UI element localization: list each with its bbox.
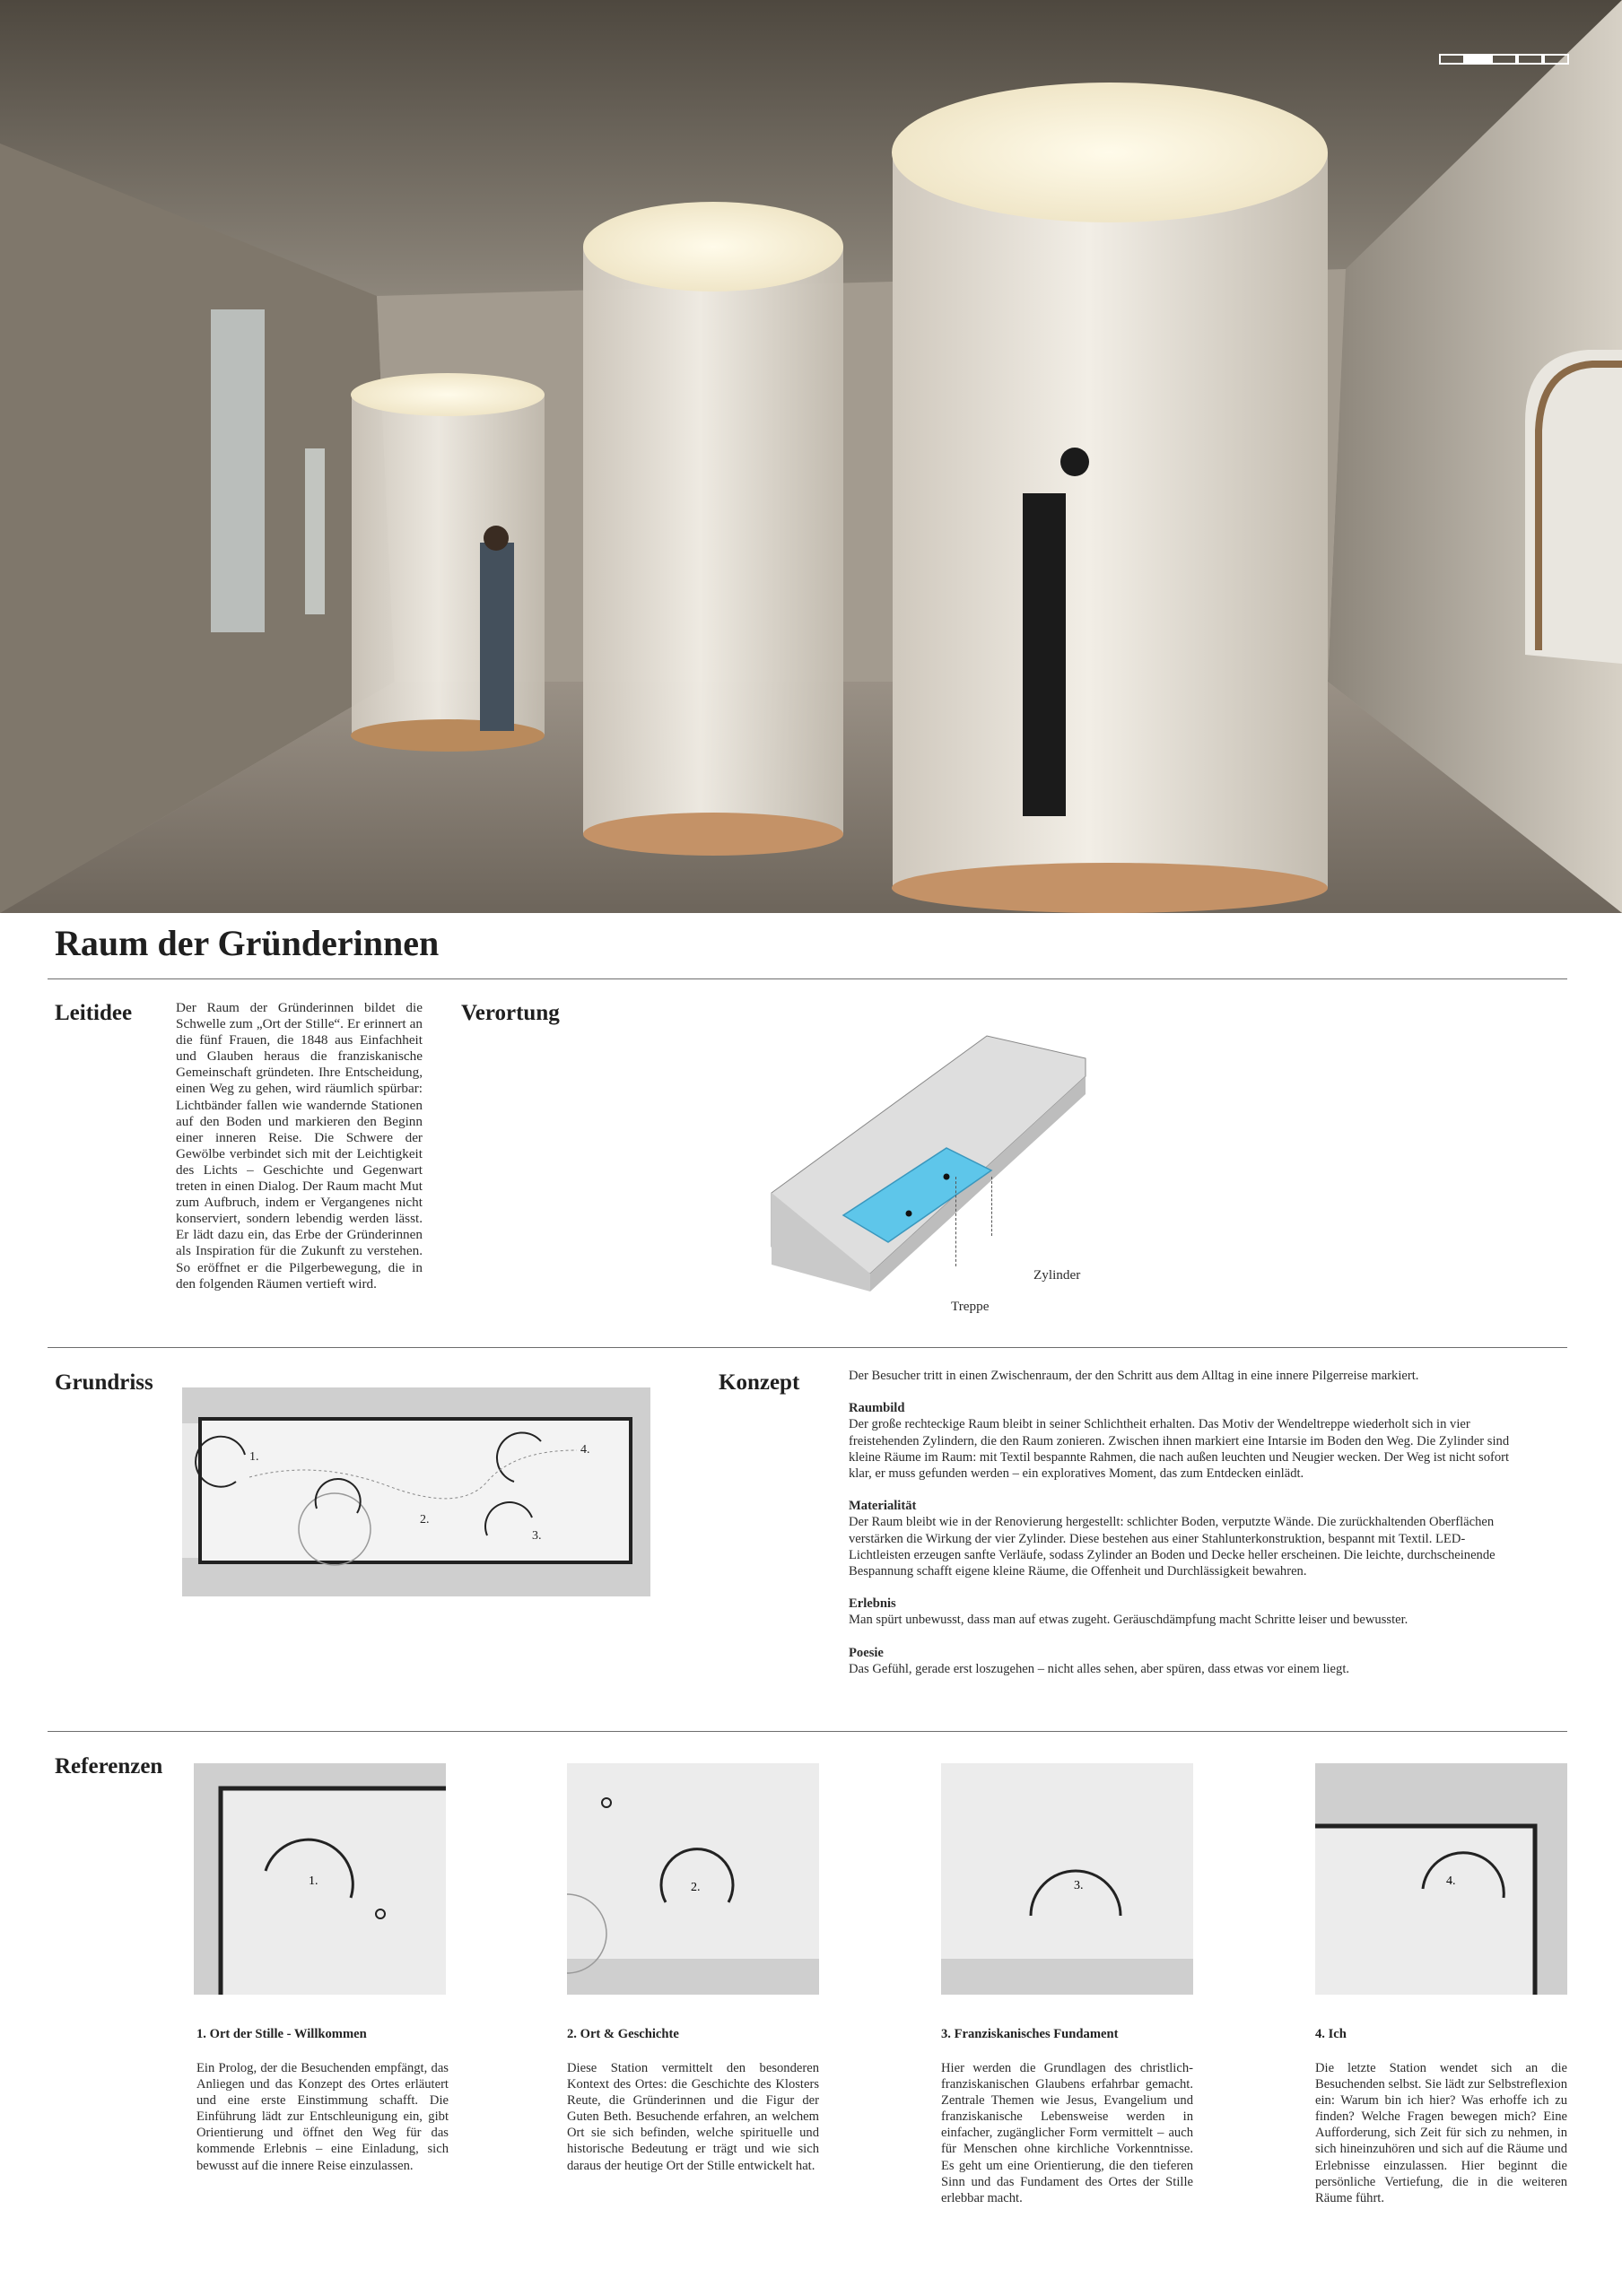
reference-text-1: Ein Prolog, der die Besuchenden empfängt, das Anliegen und das Konzept des Ortes erläutert und eine erste Einstimmung schafft. Die Einführung lädt zur Entschleunigung ein, gibt Orientierung und öffnet den Weg für das kommende Erlebnis – eine Einladung, sich bewusst auf die innere Reise einzulassen. — [196, 2061, 449, 2173]
ref-label: 3. — [1074, 1879, 1084, 1892]
konzept-intro: Der Besucher tritt in einen Zwischenraum, der den Schritt aus dem Alltag in eine innere Pilgerreise markiert. — [849, 1369, 1419, 1383]
divider — [48, 978, 1567, 979]
reference-text-2: Diese Station vermittelt den besonderen Kontext des Ortes: die Geschichte des Klosters Reute, die Gründerinnen und die Figur der Guten Beth. Besuchende erfahren, an welchem Ort sie sich befinden, welche spirituelle und historische Bedeutung er trägt und wie sich daraus der heutige Ort der Stille entwickelt hat. — [567, 2061, 819, 2173]
ref-label: 4. — [1446, 1874, 1456, 1888]
materialitaet-heading: Materialität — [849, 1499, 917, 1514]
reference-plan-3-drawing — [941, 1763, 1193, 1995]
reference-text-3: Hier werden die Grundlagen des christlich-franziskanischen Glaubens erfahrbar gemacht. Zentrale Themen wie Jesus, Evangelium und franziskanische Lebensweise werden in einfacher, zugänglicher Form vermittelt – auch für Menschen ohne kirchliche Vorkenntnisse. Es geht um eine Orientierung, die den tieferen Sinn und das Fundament des Ortes der Stille erlebbar macht. — [941, 2061, 1193, 2205]
konzept-raumbild — [849, 1400, 1518, 1482]
floor-plan — [182, 1387, 650, 1596]
reference-title-3: 3. Franziskanisches Fundament — [941, 2027, 1119, 2041]
materialitaet-text: Der Raum bleibt wie in der Renovierung hergestellt: schlichter Boden, verputzte Wände. Die zurückhaltenden Oberflächen verstärken die Wirkung der vier Zylinder. Diese bestehen aus einer Stahlunterkonstruktion, bespannt mit Textil. LED-Lichtleisten erzeugen sanfte Verläufe, sodass Zylinder an Boden und Decke heller erscheinen. Die leichte, durchscheinende Bespannung schafft eigene kleine Räume, die Offenheit und Durchlässigkeit bewahren. — [849, 1515, 1496, 1579]
pager-dot[interactable] — [1517, 54, 1543, 65]
reference-plan-3 — [941, 1763, 1193, 1995]
reference-title-2: 2. Ort & Geschichte — [567, 2027, 679, 2041]
plan-label-3: 3. — [532, 1529, 542, 1543]
pager-dot[interactable] — [1543, 54, 1569, 65]
grundriss-heading: Grundriss — [55, 1370, 153, 1395]
hero-illustration — [0, 0, 1622, 913]
raumbild-text: Der große rechteckige Raum bleibt in seiner Schlichtheit erhalten. Das Motiv der Wendeltreppe wiederholt sich in vier freistehenden Zylindern, die den Raum zonieren. Zwischen ihnen markiert eine Intarsie im Boden den Weg. Die Zylinder sind kleine Räume im Raum: mit Textil bespannte Rahmen, die nach außen leuchten und Neugier wecken. Der Weg ist nicht sofort klar, er muss gefunden werden – ein exploratives Moment, das zum Entdecken einlädt. — [849, 1417, 1510, 1482]
reference-plan-1 — [194, 1763, 446, 1995]
reference-title-4: 4. Ich — [1315, 2027, 1347, 2041]
plan-label-1: 1. — [249, 1450, 259, 1464]
reference-plan-2-drawing — [567, 1763, 819, 1995]
ref-label: 2. — [691, 1881, 701, 1894]
pager-dot-active[interactable] — [1465, 54, 1491, 65]
leader-zylinder — [991, 1177, 992, 1236]
hero-rendering — [0, 0, 1622, 913]
leitidee-text: Der Raum der Gründerinnen bildet die Schwelle zum „Ort der Stille“. Er erinnert an die fünf Frauen, die 1848 aus Einfachheit und Glauben heraus die franziskanische Gemeinschaft gründeten. Ihre Entscheidung, einen Weg zu gehen, wird räumlich spürbar: Lichtbänder fallen wie wandernde Stationen auf den Boden und markieren den Beginn einer inneren Reise. Die Schwere der Gewölbe verbindet sich mit der Leichtigkeit des Lichts – Geschichte und Gegenwart treten in einen Dialog. Der Raum macht Mut zum Aufbruch, indem er Vergangenes nicht konserviert, sondern lebendig werden lässt. Er lädt dazu ein, das Erbe der Gründerinnen als Inspiration für die Zukunft zu verstehen. So eröffnet er die Pilgerbewegung, die in den folgenden Räumen vertieft wird. — [176, 1000, 423, 1292]
erlebnis-heading: Erlebnis — [849, 1596, 896, 1612]
reference-plan-2 — [567, 1763, 819, 1995]
reference-title-1: 1. Ort der Stille - Willkommen — [196, 2027, 367, 2041]
divider — [48, 1347, 1567, 1348]
poesie-heading: Poesie — [849, 1645, 884, 1660]
plan-label-2: 2. — [420, 1513, 430, 1526]
pager-dot[interactable] — [1439, 54, 1465, 65]
reference-plan-1-drawing — [194, 1763, 446, 1995]
floor-plan-drawing — [182, 1387, 650, 1596]
reference-plan-4 — [1315, 1763, 1567, 1995]
konzept-poesie — [849, 1645, 1518, 1677]
konzept-erlebnis — [849, 1596, 1518, 1628]
konzept-heading: Konzept — [719, 1370, 800, 1395]
leader-treppe — [955, 1177, 956, 1266]
konzept-materialitaet — [849, 1498, 1518, 1579]
pager-dot[interactable] — [1491, 54, 1517, 65]
poesie-text: Das Gefühl, gerade erst loszugehen – nicht alles sehen, aber spüren, dass etwas vor einem liegt. — [849, 1661, 1350, 1676]
label-treppe: Treppe — [951, 1299, 990, 1314]
plan-label-4: 4. — [580, 1443, 590, 1457]
divider — [48, 1731, 1567, 1732]
verortung-heading: Verortung — [461, 1001, 560, 1025]
page-title: Raum der Gründerinnen — [55, 923, 440, 963]
raumbild-heading: Raumbild — [849, 1401, 905, 1416]
erlebnis-text: Man spürt unbewusst, dass man auf etwas zugeht. Geräuschdämpfung macht Schritte leiser und bewusster. — [849, 1613, 1408, 1628]
reference-text-4: Die letzte Station wendet sich an die Besuchenden selbst. Sie lädt zur Selbstreflexion ein: Warum bin ich hier? Was erhoffe ich zu finden? Welche Fragen bewegen mich? Eine Aufforderung, sich Zeit für sich zu nehmen, in sich hineinzuhören und sich auf die Räume und Erlebnisse einzulassen. Hier beginnt die persönliche Vertiefung, die in die weiteren Räume führt. — [1315, 2061, 1567, 2205]
reference-plan-4-drawing — [1315, 1763, 1567, 1995]
label-zylinder: Zylinder — [1033, 1267, 1081, 1283]
konzept-text — [849, 1368, 1518, 1693]
referenzen-heading: Referenzen — [55, 1754, 163, 1779]
ref-label: 1. — [309, 1874, 318, 1888]
leitidee-heading: Leitidee — [55, 1001, 133, 1025]
slide-pager — [1439, 54, 1569, 65]
